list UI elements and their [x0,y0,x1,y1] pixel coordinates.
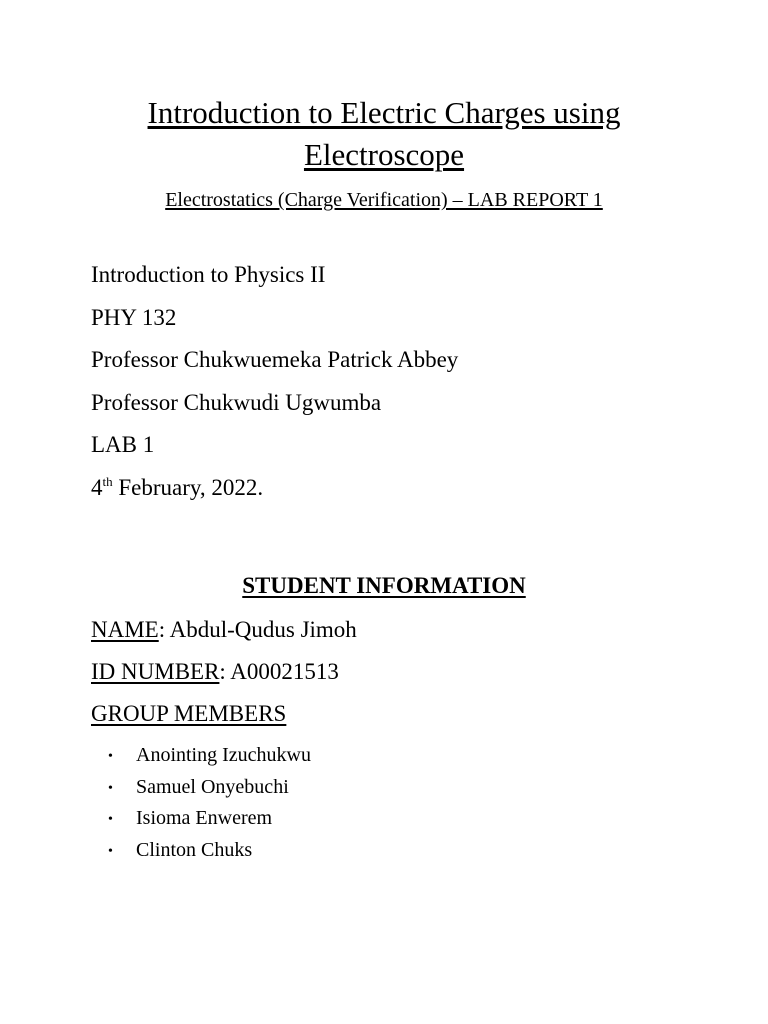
date-day: 4 [91,474,103,500]
course-code: PHY 132 [91,304,177,330]
bullet-icon: • [108,843,113,859]
student-name-row [91,609,357,651]
report-title-line-2: Electroscope [303,137,465,172]
name-value: : Abdul-Qudus Jimoh [158,617,357,642]
id-value: : A00021513 [219,659,339,684]
lab-number: LAB 1 [91,432,155,457]
student-info [91,609,357,735]
student-info-heading: STUDENT INFORMATION [242,573,526,598]
list-item [108,835,311,867]
student-id-row [91,651,357,693]
name-label: NAME [91,617,159,642]
bullet-icon: • [108,780,113,796]
professor-1: Professor Chukwuemeka Patrick Abbey [91,347,459,372]
list-item [108,740,311,772]
member-name: Isioma Enwerem [136,807,273,829]
date-suffix: th [102,473,113,489]
group-members-label: GROUP MEMBERS [91,701,287,726]
bullet-icon: • [108,749,113,764]
list-item [108,803,311,835]
member-name: Clinton Chuks [136,838,253,861]
id-label: ID NUMBER [91,659,220,684]
member-name: Samuel Onyebuchi [136,775,289,798]
report-date [91,467,458,510]
member-name: Anointing Izuchukwu [136,744,311,766]
bullet-icon: • [108,812,113,827]
group-members-row [91,693,357,735]
date-rest: February, 2022. [112,474,264,500]
report-title-line-1: Introduction to Electric Charges using [147,95,621,130]
professor-2: Professor Chukwudi Ugwumba [91,389,382,415]
course-name: Introduction to Physics II [91,262,326,287]
report-title [0,92,768,176]
group-members-list [108,740,311,866]
report-subtitle: Electrostatics (Charge Verification) – LAB REPORT 1 [165,189,603,211]
list-item [108,772,311,804]
course-info [91,254,458,509]
